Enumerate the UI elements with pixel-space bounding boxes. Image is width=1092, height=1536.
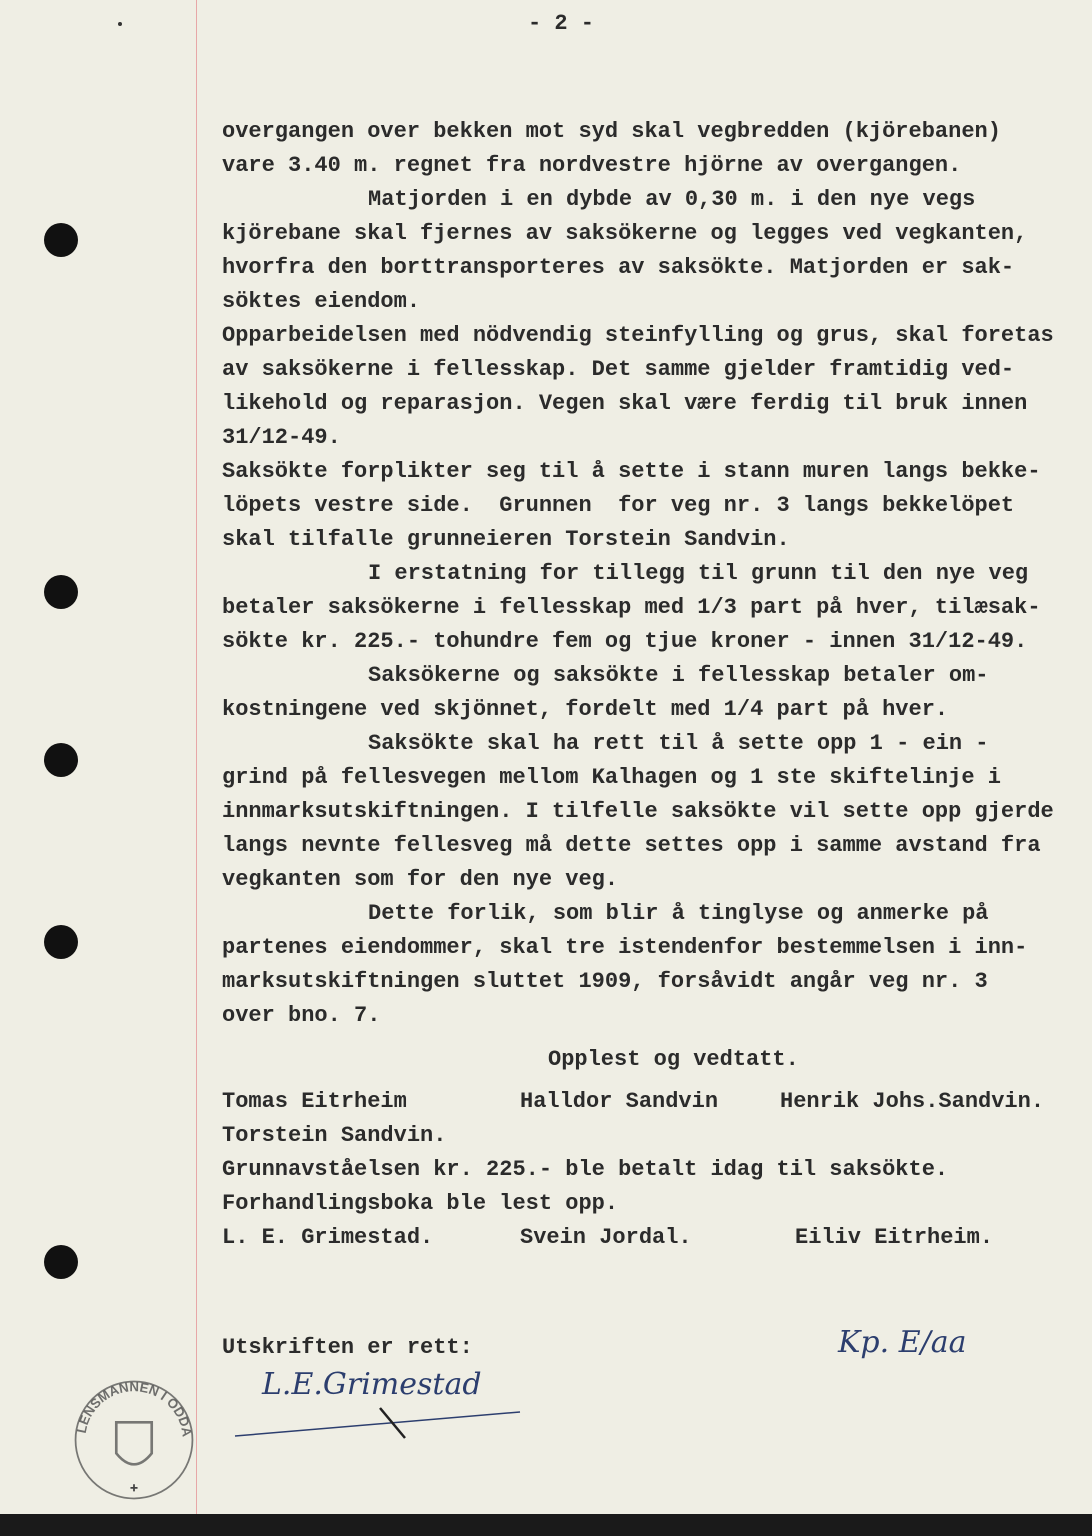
signatory: Henrik Johs.Sandvin. [780, 1089, 1045, 1114]
reading-note: Forhandlingsboka ble lest opp. [222, 1191, 619, 1216]
text-line: betaler saksökerne i fellesskap med 1/3 part på hver, tilæsak- [222, 595, 1041, 620]
scan-border [0, 1514, 1092, 1536]
witness: Svein Jordal. [520, 1225, 692, 1250]
text-line: Dette forlik, som blir å tinglyse og anmerke på [368, 901, 989, 926]
punch-hole [44, 575, 78, 609]
handwritten-note: Kp. E/aa [838, 1325, 967, 1360]
text-line: skal tilfalle grunneieren Torstein Sandvin. [222, 527, 790, 552]
punch-hole [44, 223, 78, 257]
text-line: langs nevnte fellesveg må dette settes opp i samme avstand fra [222, 833, 1041, 858]
text-line: likehold og reparasjon. Vegen skal være ferdig til bruk innen [222, 391, 1028, 416]
signatory: Halldor Sandvin [520, 1089, 719, 1114]
handwritten-signature: L.E.Grimestad [262, 1367, 482, 1402]
witness: L. E. Grimestad. [222, 1225, 434, 1250]
punch-hole [44, 1245, 78, 1279]
stamp-text: LENSMANNEN I ODDA [73, 1379, 195, 1438]
text-line: löpets vestre side. Grunnen for veg nr. 3 langs bekkelöpet [222, 493, 1015, 518]
text-line: 31/12-49. [222, 425, 341, 450]
text-line: partenes eiendommer, skal tre istendenfor bestemmelsen i inn- [222, 935, 1028, 960]
signatory: Tomas Eitrheim [222, 1089, 407, 1114]
punch-hole [44, 743, 78, 777]
text-line: kjörebane skal fjernes av saksökerne og legges ved vegkanten, [222, 221, 1028, 246]
witness: Eiliv Eitrheim. [795, 1225, 994, 1250]
page-number: - 2 - [528, 11, 595, 36]
payment-note: Grunnavståelsen kr. 225.- ble betalt idag til saksökte. [222, 1157, 949, 1182]
signatory: Torstein Sandvin. [222, 1123, 447, 1148]
text-line: Saksökerne og saksökte i fellesskap betaler om- [368, 663, 989, 688]
cross-icon [130, 1484, 137, 1491]
text-line: over bno. 7. [222, 1003, 381, 1028]
text-line: Opparbeidelsen med nödvendig steinfylling og grus, skal foretas [222, 323, 1054, 348]
text-line: I erstatning for tillegg til grunn til den nye veg [368, 561, 1029, 586]
text-line: Saksökte skal ha rett til å sette opp 1 - ein - [368, 731, 989, 756]
speck [118, 22, 122, 26]
official-stamp [72, 1378, 196, 1502]
text-line: marksutskiftningen sluttet 1909, forsåvidt angår veg nr. 3 [222, 969, 988, 994]
punch-hole [44, 925, 78, 959]
text-line: kostningene ved skjönnet, fordelt med 1/4 part på hver. [222, 697, 949, 722]
text-line: söktes eiendom. [222, 289, 421, 314]
text-line: innmarksutskiftningen. I tilfelle saksökte vil sette opp gjerde [222, 799, 1054, 824]
text-line: Saksökte forplikter seg til å sette i stann muren langs bekke- [222, 459, 1041, 484]
text-line: vare 3.40 m. regnet fra nordvestre hjörne av overgangen. [222, 153, 962, 178]
svg-text:LENSMANNEN I ODDA [74, 1379, 195, 1438]
text-line: grind på fellesvegen mellom Kalhagen og 1 ste skiftelinje i [222, 765, 1001, 790]
text-line: overgangen over bekken mot syd skal vegbredden (kjörebanen) [222, 119, 1001, 144]
coat-of-arms-icon [116, 1422, 151, 1464]
approval-line: Opplest og vedtatt. [548, 1047, 799, 1072]
text-line: vegkanten som for den nye veg. [222, 867, 619, 892]
text-line: sökte kr. 225.- tohundre fem og tjue kroner - innen 31/12-49. [222, 629, 1028, 654]
text-line: hvorfra den borttransporteres av saksökte. Matjorden er sak- [222, 255, 1015, 280]
margin-line [196, 0, 197, 1514]
text-line: av saksökerne i fellesskap. Det samme gjelder framtidig ved- [222, 357, 1015, 382]
text-line: Matjorden i en dybde av 0,30 m. i den nye vegs [368, 187, 976, 212]
certification-line: Utskriften er rett: [222, 1335, 473, 1360]
signature-strokes [230, 1406, 530, 1440]
